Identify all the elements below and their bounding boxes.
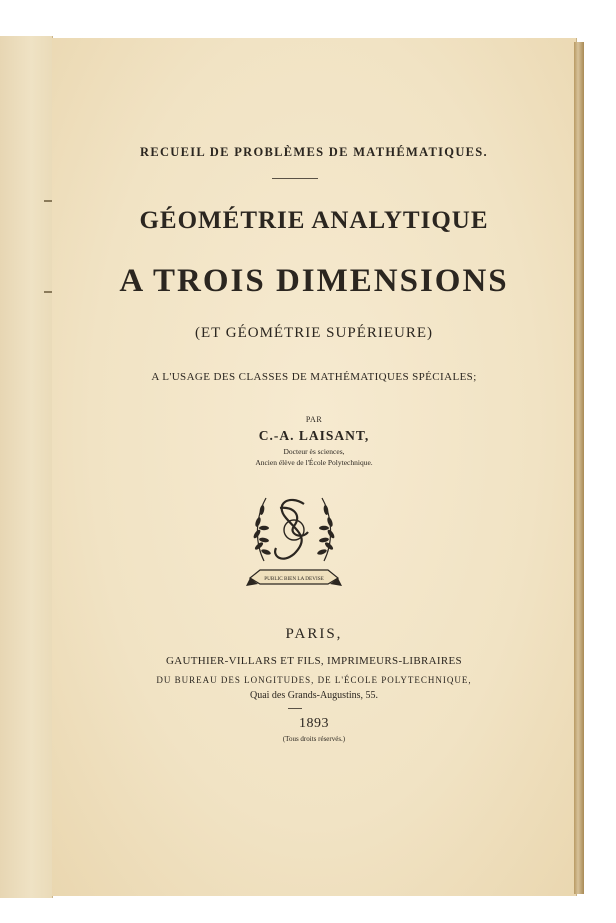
author-credential-2: Ancien élève de l'École Polytechnique.: [255, 458, 373, 467]
publisher-emblem-icon: [244, 486, 344, 596]
main-title-line2: A TROIS DIMENSIONS: [119, 263, 509, 299]
usage-line: A L'USAGE DES CLASSES DE MATHÉMATIQUES SPÉCIALES;: [151, 371, 477, 383]
rights-notice: (Tous droits réservés.): [282, 735, 346, 743]
author-name: C.-A. LAISANT,: [258, 428, 370, 443]
publication-place: PARIS,: [285, 626, 343, 642]
publication-year: 1893: [299, 716, 329, 731]
author-credential-1: Docteur ès sciences,: [283, 447, 345, 456]
page-edge-shadow: [574, 42, 584, 894]
main-title-line1: GÉOMÉTRIE ANALYTIQUE: [139, 207, 489, 234]
publisher-address: Quai des Grands-Augustins, 55.: [249, 690, 379, 701]
title-page: [52, 38, 576, 896]
emblem-motto: PUBLIC BIEN LA DEVISE: [264, 576, 324, 582]
publisher-affiliation: DU BUREAU DES LONGITUDES, DE L'ÉCOLE POLYTECHNIQUE,: [156, 675, 472, 685]
left-page-edge: [0, 36, 53, 898]
binding-stitch: [44, 200, 52, 202]
publisher-name: GAUTHIER-VILLARS ET FILS, IMPRIMEURS-LIBRAIRES: [166, 655, 462, 667]
divider-rule-small: [288, 708, 302, 709]
by-label: PAR: [305, 415, 323, 424]
subtitle: (ET GÉOMÉTRIE SUPÉRIEURE): [194, 325, 434, 341]
binding-stitch: [44, 291, 52, 293]
divider-rule: [272, 178, 318, 179]
series-title: RECUEIL DE PROBLÈMES DE MATHÉMATIQUES.: [140, 145, 488, 159]
